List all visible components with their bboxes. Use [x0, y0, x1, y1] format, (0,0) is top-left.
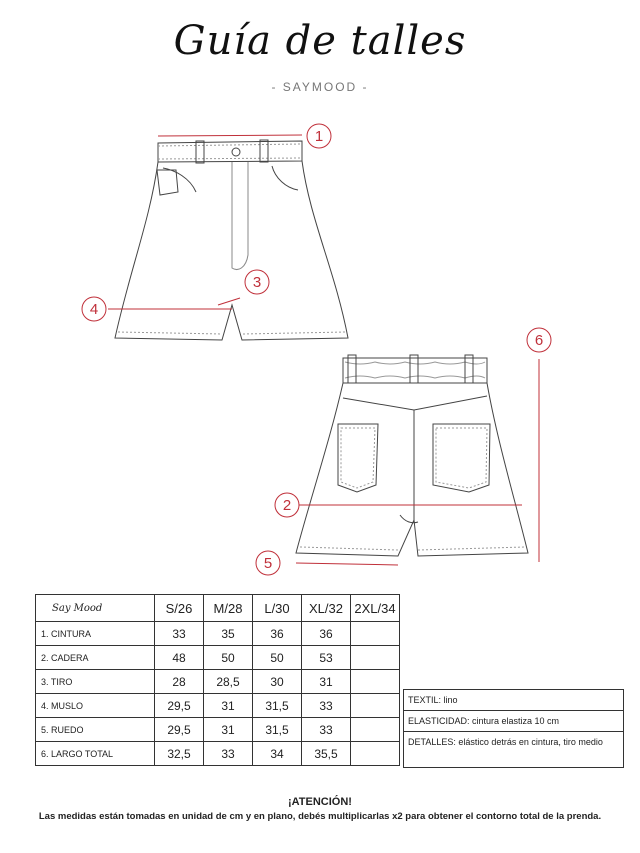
- front-shorts-illustration: [115, 140, 348, 340]
- svg-text:5: 5: [263, 555, 273, 572]
- marker-3: [245, 270, 269, 294]
- table-row: [36, 646, 400, 670]
- table-cell: [351, 718, 400, 742]
- svg-text:2: 2: [282, 497, 292, 514]
- table-cell: 50: [204, 646, 253, 670]
- waist-measure-line: [158, 135, 302, 136]
- table-cell: 48: [155, 646, 204, 670]
- marker-2: [275, 493, 299, 517]
- table-cell: 31: [302, 670, 351, 694]
- brand-subtitle: - SAYMOOD -: [271, 80, 369, 94]
- svg-text:4: 4: [89, 301, 99, 318]
- extra-details: DETALLES: elástico detrás en cintura, tiro medio: [404, 732, 624, 768]
- table-cell: 29,5: [155, 694, 204, 718]
- table-cell: [351, 646, 400, 670]
- table-cell: 31: [204, 718, 253, 742]
- textil-detail: TEXTIL: lino: [404, 690, 624, 711]
- table-row: [36, 694, 400, 718]
- table-cell: 29,5: [155, 718, 204, 742]
- table-row: [36, 718, 400, 742]
- table-cell: [351, 622, 400, 646]
- table-cell: [351, 670, 400, 694]
- rise-measure-line: [218, 298, 240, 305]
- table-cell: 50: [253, 646, 302, 670]
- table-cell: 30: [253, 670, 302, 694]
- svg-text:1: 1: [314, 128, 324, 145]
- brand-logo: Say Mood: [36, 595, 155, 622]
- table-cell: 35,5: [302, 742, 351, 766]
- marker-4: [82, 297, 106, 321]
- table-cell: 33: [302, 694, 351, 718]
- table-cell: 33: [204, 742, 253, 766]
- table-cell: 34: [253, 742, 302, 766]
- size-table: [35, 594, 400, 766]
- table-cell: 28: [155, 670, 204, 694]
- table-cell: 32,5: [155, 742, 204, 766]
- page-title: Guía de talles: [173, 18, 467, 64]
- row-label: 2. CADERA: [36, 646, 155, 670]
- table-cell: 31,5: [253, 718, 302, 742]
- size-header: M/28: [204, 595, 253, 622]
- table-cell: 36: [302, 622, 351, 646]
- hem-measure-line: [296, 563, 398, 565]
- marker-5: [256, 551, 280, 575]
- svg-text:6: 6: [534, 332, 544, 349]
- row-label: 6. LARGO TOTAL: [36, 742, 155, 766]
- row-label: 4. MUSLO: [36, 694, 155, 718]
- table-cell: 28,5: [204, 670, 253, 694]
- attention-heading: ¡ATENCIÓN!: [288, 796, 352, 808]
- table-row: [36, 742, 400, 766]
- table-cell: 33: [155, 622, 204, 646]
- table-cell: 35: [204, 622, 253, 646]
- size-header-row: [36, 595, 400, 622]
- marker-1: [307, 124, 331, 148]
- size-header: S/26: [155, 595, 204, 622]
- table-row: [36, 622, 400, 646]
- table-cell: 33: [302, 718, 351, 742]
- elasticity-detail: ELASTICIDAD: cintura elastiza 10 cm: [404, 711, 624, 732]
- table-cell: 31,5: [253, 694, 302, 718]
- details-table: [403, 689, 624, 768]
- size-header: L/30: [253, 595, 302, 622]
- back-shorts-illustration: [296, 355, 528, 556]
- table-row: [36, 670, 400, 694]
- table-cell: 53: [302, 646, 351, 670]
- table-cell: 36: [253, 622, 302, 646]
- marker-6: [527, 328, 551, 352]
- table-cell: [351, 742, 400, 766]
- svg-text:3: 3: [252, 274, 262, 291]
- table-cell: [351, 694, 400, 718]
- table-cell: 31: [204, 694, 253, 718]
- size-header: XL/32: [302, 595, 351, 622]
- row-label: 1. CINTURA: [36, 622, 155, 646]
- row-label: 3. TIRO: [36, 670, 155, 694]
- measurement-note: Las medidas están tomadas en unidad de cm y en plano, debés multiplicarlas x2 para obtener el contorno total de la prenda.: [38, 811, 602, 822]
- size-header: 2XL/34: [351, 595, 400, 622]
- row-label: 5. RUEDO: [36, 718, 155, 742]
